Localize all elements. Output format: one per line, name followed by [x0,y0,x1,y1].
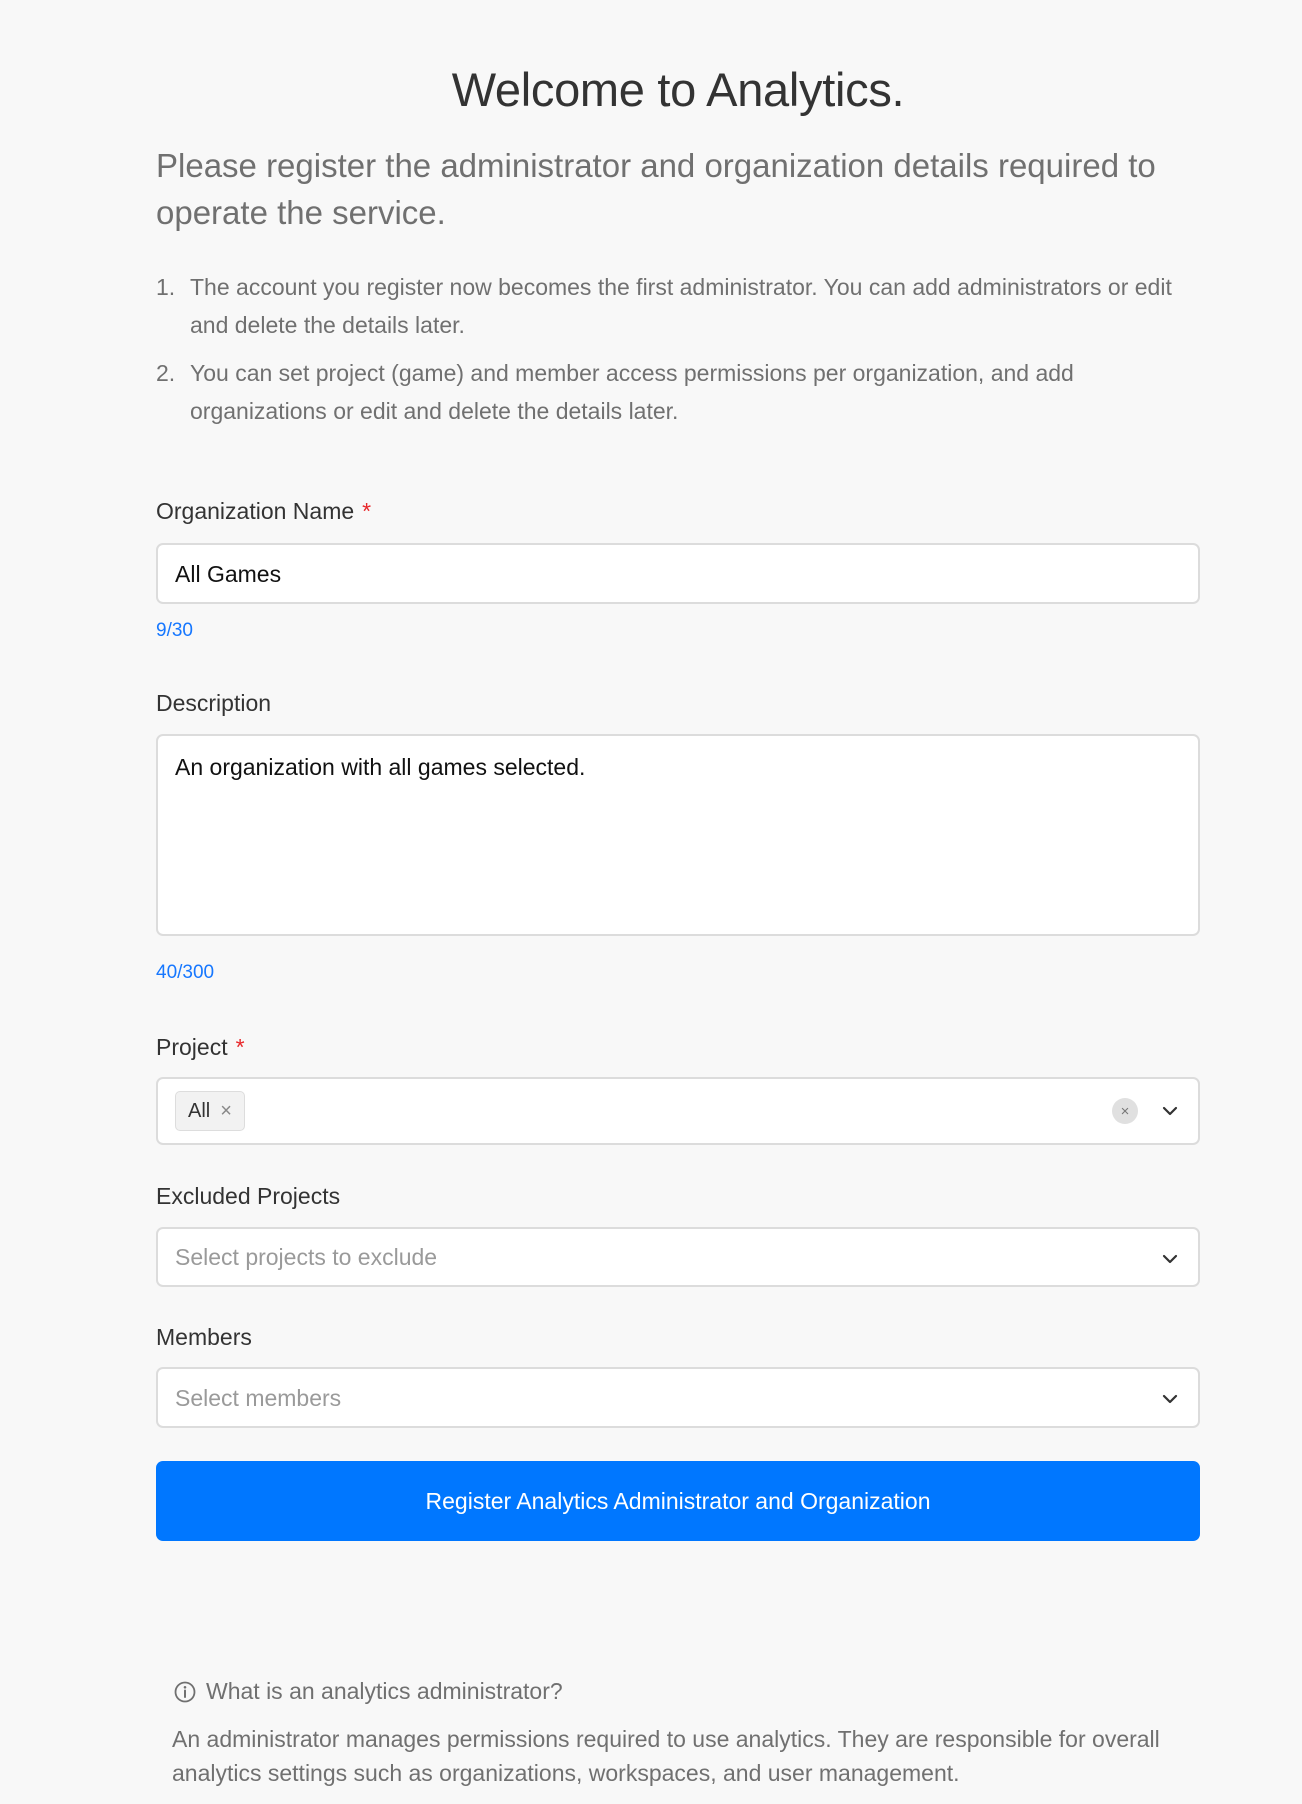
chevron-down-icon[interactable] [1160,1101,1180,1121]
page-title: Welcome to Analytics. [451,63,905,116]
register-button[interactable]: Register Analytics Administrator and Organization [156,1461,1200,1541]
organization-name-value: All Games [175,561,282,587]
info-title [174,1678,563,1705]
members-placeholder: Select members [175,1385,342,1411]
members-select[interactable] [156,1367,1200,1428]
note-item [156,354,1200,430]
chevron-down-icon[interactable] [1160,1389,1180,1409]
note-number: 2. [156,360,176,386]
members-label: Members [156,1324,252,1350]
note-number: 1. [156,274,176,300]
notes-list [156,268,1200,440]
excluded-projects-label: Excluded Projects [156,1183,341,1209]
project-label [156,1034,245,1061]
info-circle-icon [174,1681,196,1703]
project-select[interactable] [156,1077,1200,1145]
description-counter: 40/300 [156,962,215,983]
note-item [156,268,1200,344]
organization-name-label-text: Organization Name [156,498,355,524]
project-tag-label: All [188,1099,211,1122]
organization-name-input[interactable] [156,543,1200,604]
project-tag [175,1091,245,1131]
description-label: Description [156,690,272,716]
project-label-text: Project [156,1034,228,1060]
info-body: An administrator manages permissions required to use analytics. They are responsible for overall analytics settings such as organizations, workspaces, and user management. [172,1726,1160,1786]
excluded-projects-placeholder: Select projects to exclude [175,1244,438,1270]
close-icon[interactable]: × [220,1100,232,1122]
page-subtitle: Please register the administrator and organization details required to operate the service. [156,147,1156,231]
description-value: An organization with all games selected. [175,754,586,780]
organization-name-counter: 9/30 [156,620,193,641]
required-mark: * [362,498,372,524]
excluded-projects-select[interactable] [156,1227,1200,1287]
chevron-down-icon[interactable] [1160,1249,1180,1269]
clear-circle-icon[interactable]: × [1112,1098,1138,1124]
note-text: You can set project (game) and member access permissions per organization, and add organizations or edit and delete the details later. [190,360,1074,424]
note-text: The account you register now becomes the first administrator. You can add administrators or edit and delete the details later. [190,274,1172,338]
organization-name-label [156,498,371,525]
description-textarea[interactable] [156,734,1200,936]
required-mark: * [235,1034,245,1060]
info-title-text: What is an analytics administrator? [206,1678,563,1704]
